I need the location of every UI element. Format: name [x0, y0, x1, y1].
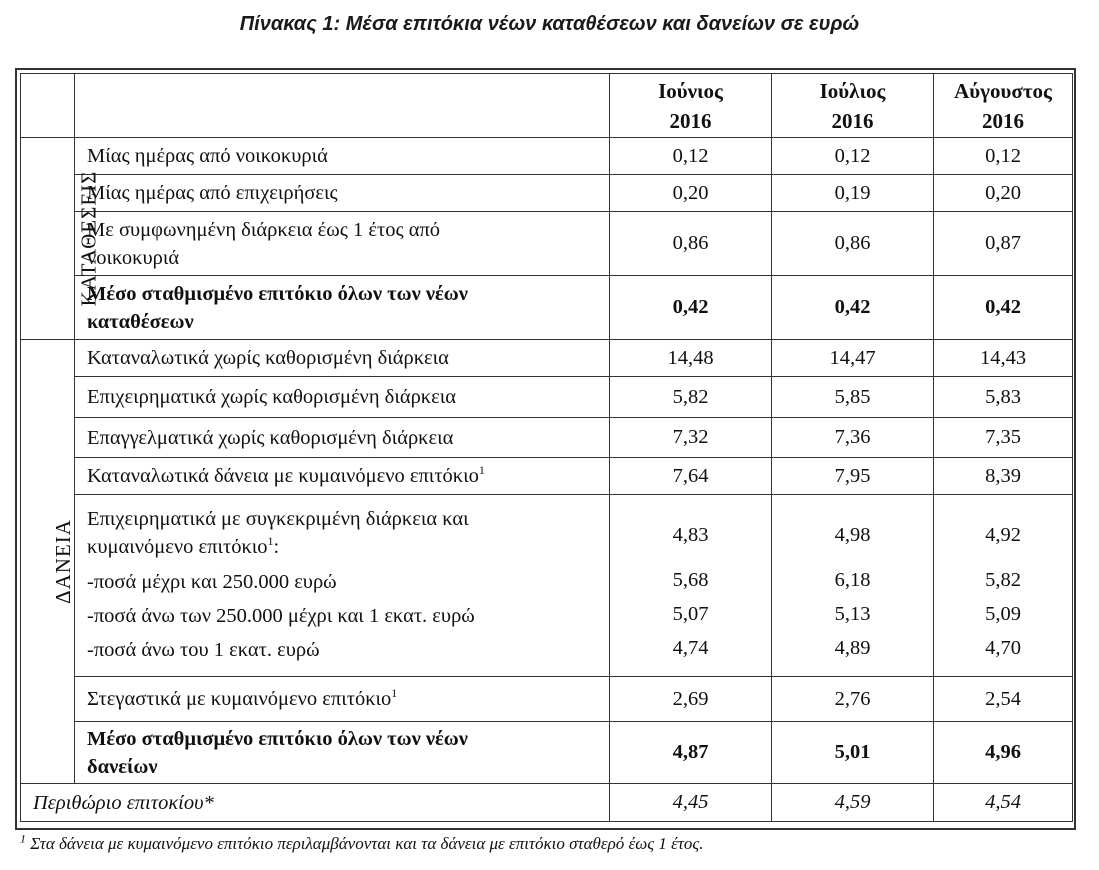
value-jul: 7,36: [772, 418, 934, 458]
value-jul: 2,76: [772, 677, 934, 722]
header-corner-cell: [21, 74, 75, 138]
row-label: Επαγγελματικά χωρίς καθορισμένη διάρκεια: [75, 418, 610, 458]
header-row: [21, 74, 1073, 138]
value-jul: 0,19: [772, 175, 934, 212]
header-june-2016: Ιούνιος 2016: [610, 74, 772, 138]
deposit-row: [21, 138, 1073, 175]
value-aug: 4,54: [934, 784, 1073, 822]
value-jun-group: 4,83 5,68 5,07 4,74: [610, 495, 772, 677]
row-label: Επιχειρηματικά με συγκεκριμένη διάρκεια και κυμαινόμενο επιτόκιο$^1$: -ποσά μέχρι και 250.000 ευρώ -ποσά άνω των 250.000 μέχρι και 1 εκατ. ευρώ -ποσά άνω του 1 εκατ. ευρώ: [75, 495, 610, 677]
value-jul: 0,12: [772, 138, 934, 175]
header-august-2016: Αύγουστος 2016: [934, 74, 1073, 138]
subrow-label: -ποσά άνω του 1 εκατ. ευρώ: [87, 638, 320, 661]
value-jun: 7,32: [610, 418, 772, 458]
loan-business-group-row: [21, 495, 1073, 677]
deposit-row: [21, 212, 1073, 276]
loans-average-row: [21, 722, 1073, 784]
row-label: Μέσο σταθμισμένο επιτόκιο όλων των νέων καταθέσεων: [75, 276, 610, 340]
row-label: Καταναλωτικά χωρίς καθορισμένη διάρκεια: [75, 340, 610, 377]
value-jul: 4,59: [772, 784, 934, 822]
value-jun: 7,64: [610, 458, 772, 495]
value-jul: 5,85: [772, 377, 934, 418]
value-jul: 0,42: [772, 276, 934, 340]
row-label: Μίας ημέρας από νοικοκυριά: [75, 138, 610, 175]
value-jun: 4,45: [610, 784, 772, 822]
value-jun: 0,12: [610, 138, 772, 175]
deposit-row: [21, 175, 1073, 212]
value-aug: 4,96: [934, 722, 1073, 784]
value-jul: 5,01: [772, 722, 934, 784]
loan-row: [21, 677, 1073, 722]
header-july-2016: Ιούλιος 2016: [772, 74, 934, 138]
value-jun: 0,42: [610, 276, 772, 340]
header-label-cell: [75, 74, 610, 138]
row-label: Επιχειρηματικά χωρίς καθορισμένη διάρκεια: [75, 377, 610, 418]
loans-section-label: ΔΑΝΕΙΑ: [21, 340, 75, 784]
row-label: Στεγαστικά με κυμαινόμενο επιτόκιο$^1$: [75, 677, 610, 722]
value-aug: 8,39: [934, 458, 1073, 495]
value-aug: 7,35: [934, 418, 1073, 458]
row-label: Με συμφωνημένη διάρκεια έως 1 έτος από νοικοκυριά: [75, 212, 610, 276]
deposits-section-label: ΚΑΤΑΘΕΣΕΙΣ: [21, 138, 75, 340]
value-jun: 5,82: [610, 377, 772, 418]
value-aug: 0,42: [934, 276, 1073, 340]
value-jun: 0,20: [610, 175, 772, 212]
row-label: Καταναλωτικά δάνεια με κυμαινόμενο επιτόκιο$^1$: [75, 458, 610, 495]
value-aug: 5,83: [934, 377, 1073, 418]
value-aug: 0,87: [934, 212, 1073, 276]
loan-row: [21, 458, 1073, 495]
subrow-label: -ποσά άνω των 250.000 μέχρι και 1 εκατ. ευρώ: [87, 604, 475, 627]
deposits-average-row: [21, 276, 1073, 340]
row-label: Περιθώριο επιτοκίου*: [21, 784, 610, 822]
value-aug: 2,54: [934, 677, 1073, 722]
table-title: Πίνακας 1: Μέσα επιτόκια νέων καταθέσεων και δανείων σε ευρώ: [239, 13, 860, 35]
value-aug: 14,43: [934, 340, 1073, 377]
row-label: Μίας ημέρας από επιχειρήσεις: [75, 175, 610, 212]
value-jul: 0,86: [772, 212, 934, 276]
subrow-label: -ποσά μέχρι και 250.000 ευρώ: [87, 570, 337, 593]
value-jun: 0,86: [610, 212, 772, 276]
value-jul-group: 4,98 6,18 5,13 4,89: [772, 495, 934, 677]
value-jun: 14,48: [610, 340, 772, 377]
value-jun: 4,87: [610, 722, 772, 784]
interest-rates-table: [20, 73, 1073, 822]
footnote: $^1$ Στα δάνεια με κυμαινόμενο επιτόκιο περιλαμβάνονται και τα δάνεια με επιτόκιο σταθερό έως 1 έτος.: [20, 831, 704, 853]
value-aug-group: 4,92 5,82 5,09 4,70: [934, 495, 1073, 677]
loan-row: [21, 340, 1073, 377]
row-label: Μέσο σταθμισμένο επιτόκιο όλων των νέων δανείων: [75, 722, 610, 784]
value-jun: 2,69: [610, 677, 772, 722]
loan-row: [21, 377, 1073, 418]
value-jul: 14,47: [772, 340, 934, 377]
loan-row: [21, 418, 1073, 458]
value-aug: 0,12: [934, 138, 1073, 175]
value-aug: 0,20: [934, 175, 1073, 212]
interest-margin-row: [21, 784, 1073, 822]
value-jul: 7,95: [772, 458, 934, 495]
